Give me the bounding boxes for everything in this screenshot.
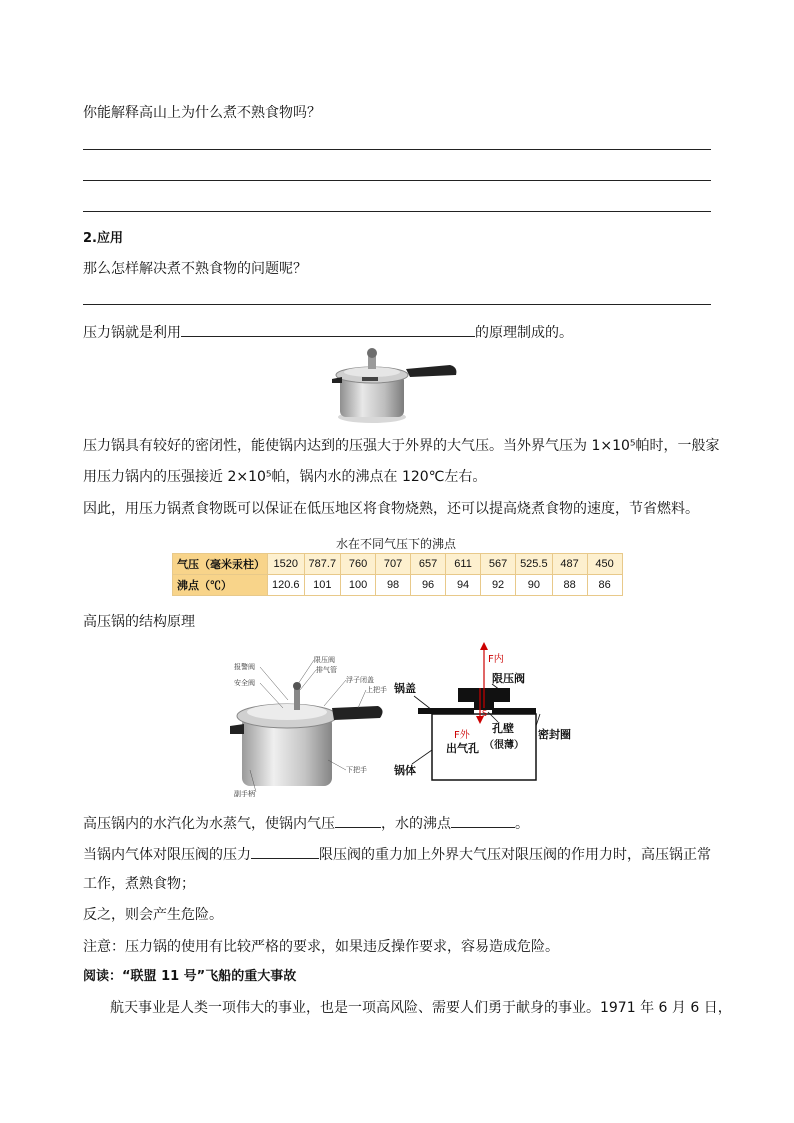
else-line: 反之，则会产生危险。 <box>83 907 223 923</box>
table-cell: 92 <box>481 575 516 596</box>
structure-title: 高压锅的结构原理 <box>83 614 195 630</box>
sentence-part: 。 <box>515 816 529 832</box>
label-hole-wall-note: （很薄） <box>484 740 524 751</box>
fill-blank[interactable] <box>451 813 515 828</box>
label-limit-valve: 限压阀 <box>492 672 525 685</box>
table-cell: 86 <box>587 575 622 596</box>
label-safety-valve: 安全阀 <box>234 679 255 687</box>
table-cell: 96 <box>411 575 446 596</box>
sentence-part: 高压锅内的水汽化为水蒸气，使锅内气压 <box>83 816 335 832</box>
fill-sentence-2 <box>83 844 711 864</box>
reading-paragraph: 航天事业是人类一项伟大的事业，也是一项高风险、需要人们勇于献身的事业。1971 年 6 月 6 日， <box>110 1000 732 1016</box>
table-cell: 101 <box>304 575 341 596</box>
label-hole-wall: 孔壁 <box>492 722 514 735</box>
sentence-part: ，水的沸点 <box>381 816 451 832</box>
paragraph-line: 用压力锅内的压强接近 2×10⁵帕，锅内水的沸点在 120℃左右。 <box>83 469 487 485</box>
table-cell: 657 <box>411 554 446 575</box>
label-s: S <box>482 709 488 718</box>
table-cell: 100 <box>341 575 376 596</box>
table-cell: 487 <box>552 554 587 575</box>
label-f-in: F内 <box>488 654 504 665</box>
pressure-cooker-sentence <box>83 322 573 342</box>
label-limit-valve: 限压阀 <box>314 656 335 664</box>
table-cell: 90 <box>516 575 553 596</box>
fill-sentence-2-cont: 工作，煮熟食物； <box>83 876 195 892</box>
table-row <box>173 554 623 575</box>
label-alarm-valve: 报警阀 <box>234 663 255 671</box>
table-cell: 525.5 <box>516 554 553 575</box>
table-cell: 450 <box>587 554 622 575</box>
boiling-point-table <box>172 553 623 596</box>
note-line: 注意：压力锅的使用有比较严格的要求，如果违反操作要求，容易造成危险。 <box>83 939 559 955</box>
cooker-structure-diagram <box>228 650 388 798</box>
table-cell: 567 <box>481 554 516 575</box>
sentence-part: 限压阀的重力加上外界大气压对限压阀的作用力时，高压锅正常 <box>319 847 711 863</box>
table-row <box>173 575 623 596</box>
table-cell: 760 <box>341 554 376 575</box>
label-vent: 出气孔 <box>446 742 479 755</box>
row-header: 气压（毫米汞柱） <box>173 554 268 575</box>
paragraph-line: 因此，用压力锅煮食物既可以保证在低压地区将食物烧熟，还可以提高烧煮食物的速度，节省燃料。 <box>83 501 699 517</box>
answer-line <box>83 149 711 150</box>
label-lower-handle: 下把手 <box>346 766 367 774</box>
fill-blank[interactable] <box>181 322 475 337</box>
table-cell: 707 <box>376 554 411 575</box>
sentence-prefix: 压力锅就是利用 <box>83 325 181 341</box>
answer-line <box>83 180 711 181</box>
table-cell: 120.6 <box>268 575 305 596</box>
table-caption: 水在不同气压下的沸点 <box>335 537 456 551</box>
row-header: 沸点（℃） <box>173 575 268 596</box>
label-upper-handle: 上把手 <box>366 686 387 694</box>
fill-sentence-1 <box>83 813 529 833</box>
label-exhaust-pipe: 排气管 <box>316 666 337 674</box>
section-question: 那么怎样解决煮不熟食物的问题呢？ <box>83 261 307 277</box>
label-aux-handle: 副手柄 <box>234 790 255 798</box>
table-cell: 98 <box>376 575 411 596</box>
answer-line <box>83 211 711 212</box>
paragraph-line: 压力锅具有较好的密闭性，能使锅内达到的压强大于外界的大气压。当外界气压为 1×10⁵帕时，一般家 <box>83 438 720 454</box>
section-heading: 2.应用 <box>83 231 123 246</box>
fill-blank[interactable] <box>251 844 319 859</box>
sentence-suffix: 的原理制成的。 <box>475 325 573 341</box>
label-lid: 锅盖 <box>394 682 416 695</box>
pressure-cooker-image <box>330 345 462 425</box>
question-text: 你能解释高山上为什么煮不熟食物吗？ <box>83 105 321 121</box>
table-cell: 94 <box>446 575 481 596</box>
table-cell: 611 <box>446 554 481 575</box>
label-body: 锅体 <box>394 764 416 777</box>
reading-title: 阅读：“联盟 11 号”飞船的重大事故 <box>83 969 297 984</box>
answer-line <box>83 304 711 305</box>
sentence-part: 当锅内气体对限压阀的压力 <box>83 847 251 863</box>
fill-blank[interactable] <box>335 813 381 828</box>
force-diagram <box>388 640 578 790</box>
label-f-out: F外 <box>454 730 470 741</box>
table-cell: 1520 <box>268 554 305 575</box>
label-float-lid: 浮子闭盖 <box>346 676 374 684</box>
table-cell: 88 <box>552 575 587 596</box>
label-seal: 密封圈 <box>538 728 571 741</box>
table-cell: 787.7 <box>304 554 341 575</box>
